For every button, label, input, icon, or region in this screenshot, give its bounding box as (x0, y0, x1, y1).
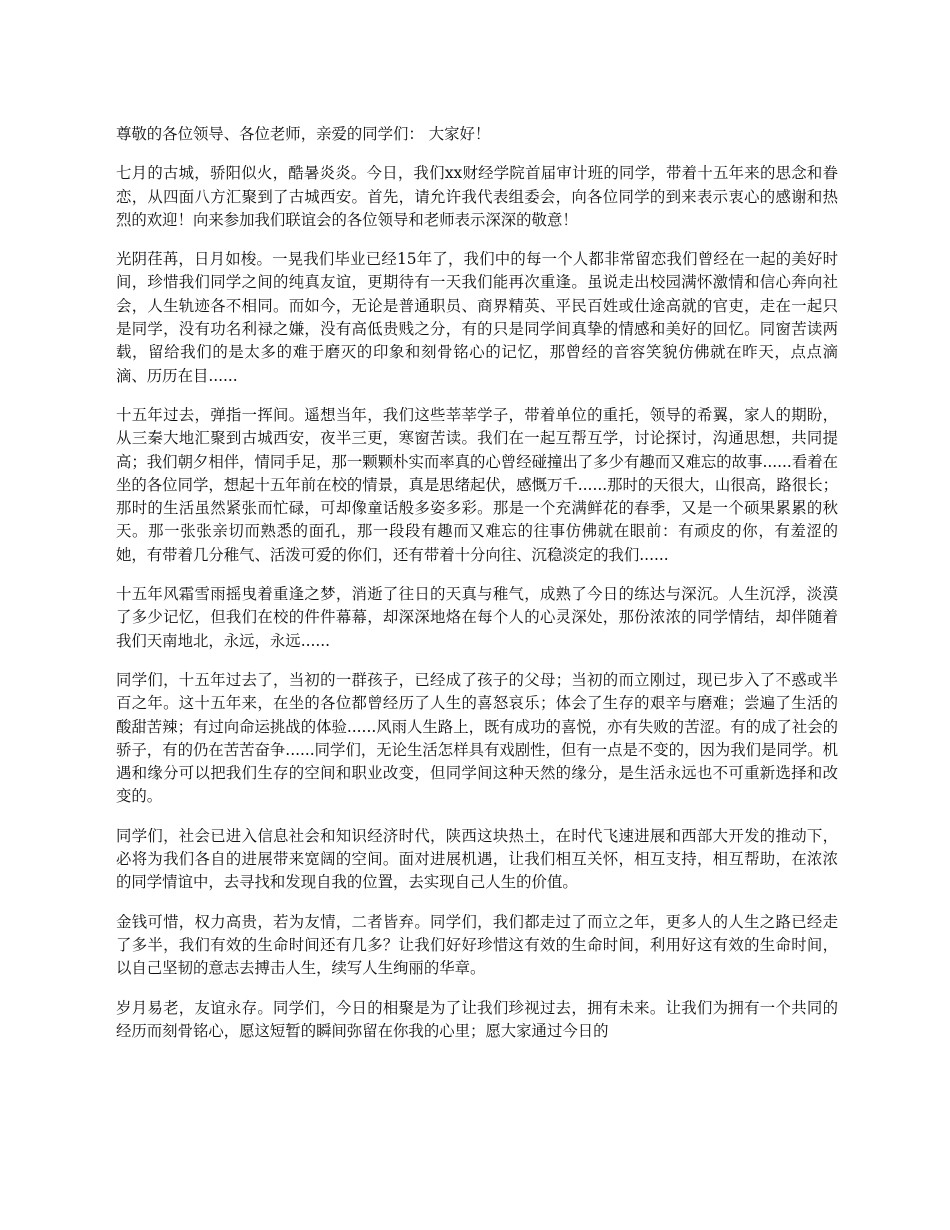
paragraph-welcome: 七月的古城，骄阳似火，酷暑炎炎。今日，我们xx财经学院首届审计班的同学，带着十五年来的思念和眷恋，从四面八方汇聚到了古城西安。首先，请允许我代表组委会，向各位同学的到来表示衷心的感谢和热烈的欢迎！向来参加我们联谊会的各位领导和老师表示深深的敬意！ (116, 164, 838, 229)
document-body (116, 123, 838, 1059)
paragraph-fifteen-years: 十五年风霜雪雨摇曳着重逢之梦，消逝了往日的天真与稚气，成熟了今日的练达与深沉。人生沉浮，淡漠了多少记忆，但我们在校的件件幕幕，却深深地烙在每个人的心灵深处，那份浓浓的同学情结，却伴随着我们天南地北，永远，永远...... (116, 585, 838, 650)
paragraph-greeting: 尊敬的各位领导、各位老师，亲爱的同学们： 大家好！ (116, 125, 491, 143)
paragraph-school-days: 十五年过去，弹指一挥间。遥想当年，我们这些莘莘学子，带着单位的重托，领导的希翼，家人的期盼，从三秦大地汇聚到古城西安，夜半三更，寒窗苦读。我们在一起互帮互学，讨论探讨，沟通思想，共同提高；我们朝夕相伴，情同手足，那一颗颗朴实而率真的心曾经碰撞出了多少有趣而又难忘的故事......看着在坐的各位同学，想起十五年前在校的情景，真是思绪起伏，感慨万千......那时的天很大，山很高，路很长；那时的生活虽然紧张而忙碌，可却像童话般多姿多彩。那是一个充满鲜花的春季，又是一个硕果累累的秋天。那一张张亲切而熟悉的面孔，那一段段有趣而又难忘的往事仿佛就在眼前：有顽皮的你，有羞涩的她，有带着几分稚气、活泼可爱的你们，还有带着十分向往、沉稳淡定的我们...... (116, 405, 838, 564)
paragraph-life-experience: 同学们，十五年过去了，当初的一群孩子，已经成了孩子的父母；当初的而立刚过，现已步入了不惑或半百之年。这十五年来，在坐的各位都曾经历了人生的喜怒哀乐；体会了生存的艰辛与磨难；尝遍了生活的酸甜苦辣；有过向命运挑战的体验......风雨人生路上，既有成功的喜悦，亦有失败的苦涩。有的成了社会的骄子，有的仍在苦苦奋争......同学们，无论生活怎样具有戏剧性，但有一点是不变的，因为我们是同学。机遇和缘分可以把我们生存的空间和职业改变，但同学间这种天然的缘分，是生活永远也不可重新选择和改变的。 (116, 670, 838, 806)
paragraph-closing: 岁月易老，友谊永存。同学们，今日的相聚是为了让我们珍视过去，拥有未来。让我们为拥有一个共同的经历而刻骨铭心，愿这短暂的瞬间弥留在你我的心里；愿大家通过今日的 (116, 998, 838, 1040)
paragraph-opportunity: 同学们，社会已进入信息社会和知识经济时代，陕西这块热土，在时代飞速进展和西部大开发的推动下，必将为我们各自的进展带来宽阔的空间。面对进展机遇，让我们相互关怀，相互支持，相互帮助，在浓浓的同学情谊中，去寻找和发现自我的位置，去实现自己人生的价值。 (116, 826, 838, 892)
paragraph-memories: 光阴荏苒，日月如梭。一晃我们毕业已经15年了，我们中的每一个人都非常留恋我们曾经在一起的美好时间，珍惜我们同学之间的纯真友谊，更期待有一天我们能再次重逢。虽说走出校园满怀激情和信心奔向社会，人生轨迹各不相同。而如今，无论是普通职员、商界精英、平民百姓或仕途高就的官吏，走在一起只是同学，没有功名利禄之嫌，没有高低贵贱之分，有的只是同学间真挚的情感和美好的回忆。同窗苦读两载，留给我们的是太多的难于磨灭的印象和刻骨铭心的记忆，那曾经的音容笑貌仿佛就在昨天，点点滴滴、历历在目...... (116, 250, 838, 385)
paragraph-friendship: 金钱可惜，权力高贵，若为友情，二者皆弃。同学们，我们都走过了而立之年，更多人的人生之路已经走了多半，我们有效的生命时间还有几多？让我们好好珍惜这有效的生命时间，利用好这有效的生命时间，以自己坚韧的意志去搏击人生，续写人生绚丽的华章。 (116, 912, 838, 978)
